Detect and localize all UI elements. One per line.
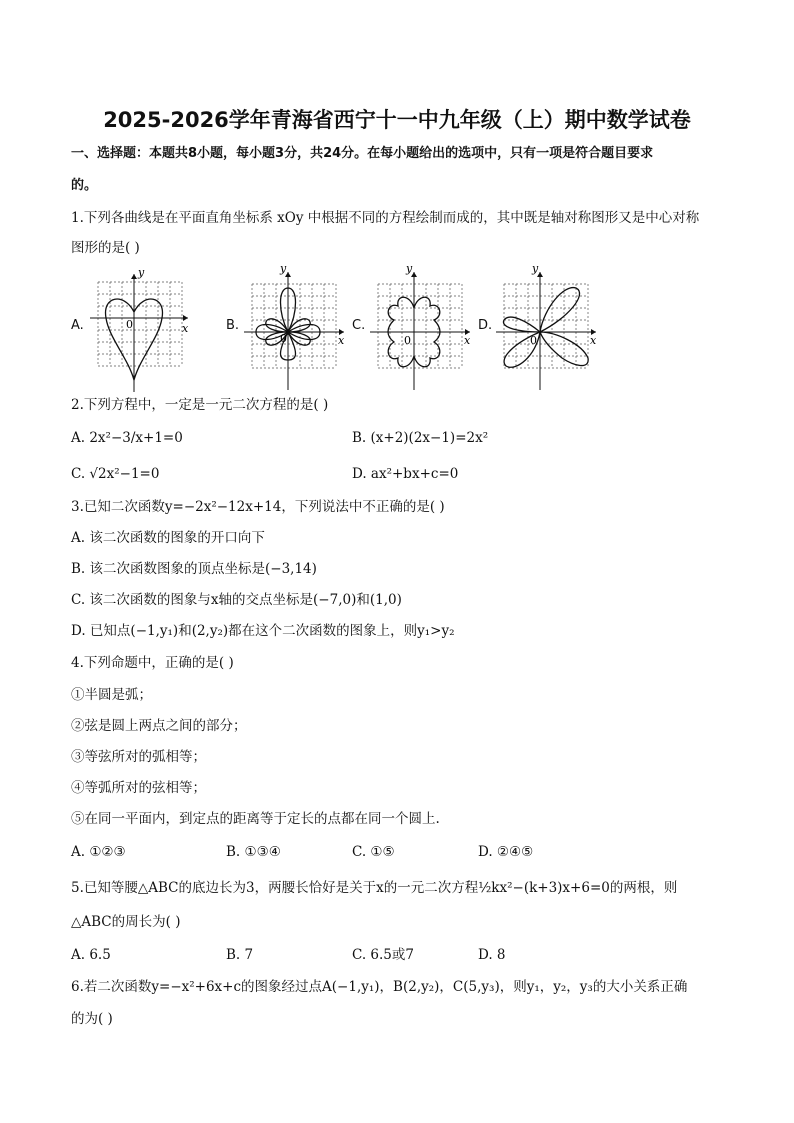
q4-option-d: D. ②④⑤ [478,844,534,860]
origin-label: 0 [126,318,133,331]
origin-label: 0 [280,332,287,345]
q4-stem: 4.下列命题中，正确的是( ) [71,655,234,671]
q5-stem-line2: △ABC的周长为( ) [71,914,181,930]
q2-stem: 2.下列方程中，一定是一元二次方程的是( ) [71,397,329,413]
q1-graph-d [492,262,602,397]
q1-option-d-label: D. [478,318,493,333]
q2-option-b: B. (x+2)(2x−1)=2x² [352,430,489,446]
axis-x-label: x [590,334,597,347]
axis-y-label: y [138,266,145,279]
q1-graph-a [84,262,194,397]
q4-item-2: ②弦是圆上两点之间的部分； [71,718,247,734]
q5-stem-line1: 5.已知等腰△ABC的底边长为3，两腰长恰好是关于x的一元二次方程½kx²−(k+3)x+6=0的两根，则 [71,880,678,896]
q3-stem: 3.已知二次函数y=−2x²−12x+14，下列说法中不正确的是( ) [71,499,445,515]
section-heading-line2: 的。 [71,178,98,193]
page-title: 2025-2026学年青海省西宁十一中九年级（上）期中数学试卷 [103,108,691,132]
q3-option-d: D. 已知点(−1,y₁)和(2,y₂)都在这个二次函数的图象上，则y₁>y₂ [71,623,455,639]
origin-label: 0 [404,334,411,347]
axis-y-label: y [406,262,413,275]
q5-option-a: A. 6.5 [71,947,111,963]
q5-option-b: B. 7 [226,947,254,963]
q3-option-b: B. 该二次函数图象的顶点坐标是(−3,14) [71,561,317,577]
q5-option-d: D. 8 [478,947,506,963]
axis-y-label: y [532,262,539,275]
axis-x-label: x [464,334,471,347]
origin-label: 0 [530,334,537,347]
q4-item-5: ⑤在同一平面内，到定点的距离等于定长的点都在同一个圆上. [71,811,440,827]
q4-option-c: C. ①⑤ [352,844,395,860]
q2-option-d: D. ax²+bx+c=0 [352,466,459,482]
q2-option-a: A. 2x²−3/x+1=0 [71,430,183,446]
q4-option-b: B. ①③④ [226,844,281,860]
q5-option-c: C. 6.5或7 [352,947,414,963]
q1-option-c-label: C. [352,318,366,333]
axis-x-label: x [182,322,189,335]
q4-option-a: A. ①②③ [71,844,126,860]
q1-stem-line2: 图形的是( ) [71,240,140,256]
q1-stem-line1: 1.下列各曲线是在平面直角坐标系 xOy 中根据不同的方程绘制而成的，其中既是轴对称图形又是中心对称 [71,210,700,226]
q1-graph-c [366,262,476,397]
axis-x-label: x [338,334,345,347]
q4-item-1: ①半圆是弧； [71,687,152,703]
q6-stem-line1: 6.若二次函数y=−x²+6x+c的图象经过点A(−1,y₁)，B(2,y₂)，C(5,y₃)，则y₁，y₂，y₃的大小关系正确 [71,979,688,995]
q1-option-b-label: B. [226,318,240,333]
q4-item-4: ④等弧所对的弦相等； [71,780,206,796]
q3-option-c: C. 该二次函数的图象与x轴的交点坐标是(−7,0)和(1,0) [71,592,402,608]
q6-stem-line2: 的为( ) [71,1011,113,1027]
section-heading-line1: 一、选择题：本题共8小题，每小题3分，共24分。在每小题给出的选项中，只有一项是符合题目要求 [71,146,654,161]
q2-option-c: C. √2x²−1=0 [71,466,160,482]
axis-y-label: y [280,262,287,275]
q3-option-a: A. 该二次函数的图象的开口向下 [71,530,265,546]
q4-item-3: ③等弦所对的弧相等； [71,749,206,765]
q1-option-a-label: A. [71,318,84,333]
q1-graph-b [240,262,350,397]
